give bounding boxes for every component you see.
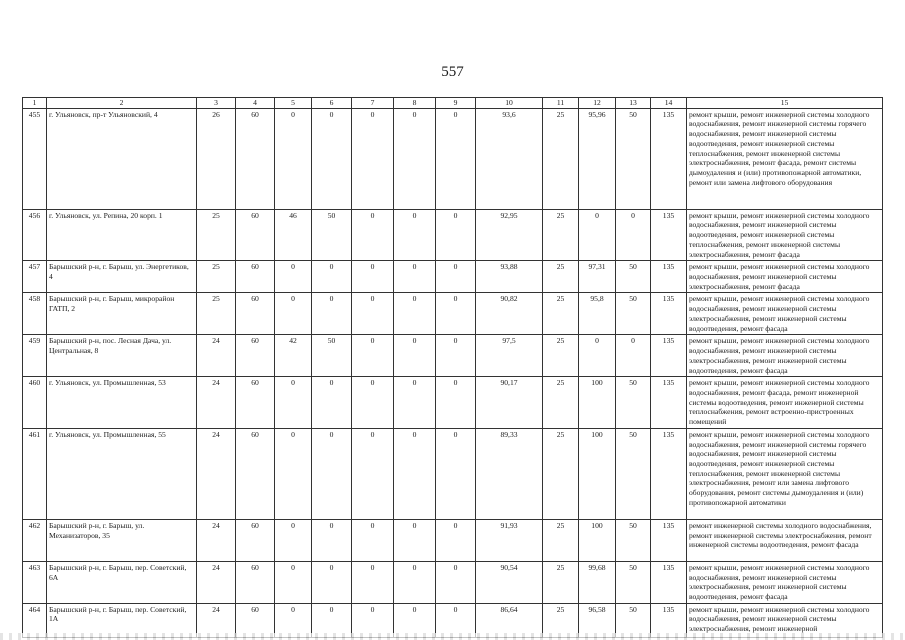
row-number-cell: 455 xyxy=(23,108,47,209)
value-cell: 0 xyxy=(352,519,394,561)
value-cell: 91,93 xyxy=(476,519,543,561)
value-cell: 60 xyxy=(236,209,275,261)
address-cell: г. Ульяновск, ул. Промышленная, 55 xyxy=(47,428,197,519)
value-cell: 0 xyxy=(436,377,476,429)
value-cell: 0 xyxy=(312,603,352,637)
value-cell: 24 xyxy=(197,519,236,561)
column-header: 7 xyxy=(352,98,394,109)
value-cell: 100 xyxy=(579,377,616,429)
value-cell: 25 xyxy=(197,209,236,261)
value-cell: 96,58 xyxy=(579,603,616,637)
value-cell: 100 xyxy=(579,428,616,519)
row-number-cell: 461 xyxy=(23,428,47,519)
value-cell: 0 xyxy=(394,209,436,261)
value-cell: 25 xyxy=(543,108,579,209)
value-cell: 0 xyxy=(436,335,476,377)
value-cell: 0 xyxy=(275,293,312,335)
value-cell: 50 xyxy=(616,261,651,293)
value-cell: 25 xyxy=(543,561,579,603)
row-number-cell: 459 xyxy=(23,335,47,377)
scan-artifact xyxy=(0,633,905,640)
column-header: 15 xyxy=(687,98,883,109)
address-cell: Барышский р-н, г. Барыш, ул. Энергетиков, 4 xyxy=(47,261,197,293)
value-cell: 50 xyxy=(312,335,352,377)
value-cell: 92,95 xyxy=(476,209,543,261)
value-cell: 95,8 xyxy=(579,293,616,335)
address-cell: Барышский р-н, г. Барыш, микрорайон ГАТП, 2 xyxy=(47,293,197,335)
value-cell: 25 xyxy=(543,293,579,335)
value-cell: 135 xyxy=(651,293,687,335)
value-cell: 24 xyxy=(197,561,236,603)
table-row xyxy=(23,519,883,561)
value-cell: 25 xyxy=(543,261,579,293)
value-cell: 0 xyxy=(352,377,394,429)
address-cell: Барышский р-н, пос. Лесная Дача, ул. Центральная, 8 xyxy=(47,335,197,377)
works-cell: ремонт крыши, ремонт инженерной системы холодного водоснабжения, ремонт инженерной системы электроснабжения, ремонт инженерной системы водоотведения, ремонт фасада xyxy=(687,335,883,377)
address-cell: Барышский р-н, г. Барыш, пер. Советский, 1А xyxy=(47,603,197,637)
value-cell: 50 xyxy=(616,428,651,519)
value-cell: 60 xyxy=(236,335,275,377)
column-header: 6 xyxy=(312,98,352,109)
value-cell: 50 xyxy=(616,377,651,429)
works-cell: ремонт инженерной системы холодного водоснабжения, ремонт инженерной системы электроснабжения, ремонт инженерной системы водоотведения, ремонт фасада xyxy=(687,519,883,561)
value-cell: 0 xyxy=(436,561,476,603)
value-cell: 89,33 xyxy=(476,428,543,519)
table-row xyxy=(23,293,883,335)
value-cell: 97,5 xyxy=(476,335,543,377)
column-header: 3 xyxy=(197,98,236,109)
value-cell: 0 xyxy=(352,261,394,293)
value-cell: 93,6 xyxy=(476,108,543,209)
value-cell: 0 xyxy=(579,335,616,377)
row-number-cell: 458 xyxy=(23,293,47,335)
row-number-cell: 456 xyxy=(23,209,47,261)
value-cell: 25 xyxy=(543,603,579,637)
value-cell: 0 xyxy=(352,293,394,335)
value-cell: 135 xyxy=(651,108,687,209)
value-cell: 86,64 xyxy=(476,603,543,637)
value-cell: 0 xyxy=(436,428,476,519)
value-cell: 60 xyxy=(236,428,275,519)
value-cell: 25 xyxy=(543,428,579,519)
value-cell: 50 xyxy=(616,519,651,561)
value-cell: 24 xyxy=(197,428,236,519)
value-cell: 95,96 xyxy=(579,108,616,209)
row-number-cell: 462 xyxy=(23,519,47,561)
value-cell: 0 xyxy=(312,519,352,561)
value-cell: 0 xyxy=(616,335,651,377)
value-cell: 60 xyxy=(236,519,275,561)
column-header: 11 xyxy=(543,98,579,109)
value-cell: 0 xyxy=(394,428,436,519)
value-cell: 0 xyxy=(436,603,476,637)
value-cell: 50 xyxy=(616,603,651,637)
value-cell: 24 xyxy=(197,603,236,637)
value-cell: 0 xyxy=(436,519,476,561)
value-cell: 135 xyxy=(651,519,687,561)
table-row xyxy=(23,377,883,429)
row-number-cell: 460 xyxy=(23,377,47,429)
works-cell: ремонт крыши, ремонт инженерной системы холодного водоснабжения, ремонт инженерной системы водоотведения, ремонт инженерной системы теплоснабжения, ремонт инженерной системы электроснабжения, ремонт фасада xyxy=(687,209,883,261)
value-cell: 0 xyxy=(275,603,312,637)
value-cell: 93,88 xyxy=(476,261,543,293)
address-cell: г. Ульяновск, ул. Репина, 20 корп. 1 xyxy=(47,209,197,261)
page-number: 557 xyxy=(441,64,464,80)
value-cell: 135 xyxy=(651,561,687,603)
value-cell: 135 xyxy=(651,428,687,519)
works-cell: ремонт крыши, ремонт инженерной системы холодного водоснабжения, ремонт инженерной системы горячего водоснабжения, ремонт инженерной системы водоотведения, ремонт инженерной системы теплоснабжения, ремонт инженерной системы электроснабжения, ремонт или замена лифтового оборудования, ремонт системы дымоудаления и (или) противопожарной автоматики xyxy=(687,428,883,519)
value-cell: 0 xyxy=(394,603,436,637)
works-cell: ремонт крыши, ремонт инженерной системы холодного водоснабжения, ремонт инженерной системы электроснабжения, ремонт фасада xyxy=(687,261,883,293)
address-cell: г. Ульяновск, пр-т Ульяновский, 4 xyxy=(47,108,197,209)
value-cell: 0 xyxy=(394,293,436,335)
value-cell: 25 xyxy=(543,519,579,561)
value-cell: 60 xyxy=(236,561,275,603)
column-header: 2 xyxy=(47,98,197,109)
value-cell: 0 xyxy=(352,561,394,603)
value-cell: 0 xyxy=(312,293,352,335)
value-cell: 60 xyxy=(236,261,275,293)
value-cell: 0 xyxy=(275,428,312,519)
value-cell: 0 xyxy=(436,293,476,335)
table-row xyxy=(23,335,883,377)
column-header: 8 xyxy=(394,98,436,109)
value-cell: 0 xyxy=(275,561,312,603)
works-cell: ремонт крыши, ремонт инженерной системы холодного водоснабжения, ремонт инженерной системы горячего водоснабжения, ремонт инженерной системы водоотведения, ремонт инженерной системы теплоснабжения, ремонт инженерной системы электроснабжения, ремонт фасада, ремонт системы дымоудаления и (или) противопожарной автоматики, ремонт или замена лифтового оборудования xyxy=(687,108,883,209)
value-cell: 0 xyxy=(436,261,476,293)
value-cell: 0 xyxy=(352,335,394,377)
value-cell: 0 xyxy=(394,335,436,377)
value-cell: 97,31 xyxy=(579,261,616,293)
works-cell: ремонт крыши, ремонт инженерной системы холодного водоснабжения, ремонт инженерной системы электроснабжения, ремонт инженерной xyxy=(687,603,883,637)
table-row xyxy=(23,209,883,261)
value-cell: 24 xyxy=(197,377,236,429)
value-cell: 24 xyxy=(197,335,236,377)
column-header: 10 xyxy=(476,98,543,109)
value-cell: 60 xyxy=(236,377,275,429)
works-cell: ремонт крыши, ремонт инженерной системы холодного водоснабжения, ремонт инженерной системы электроснабжения, ремонт инженерной системы водоотведения, ремонт фасада xyxy=(687,561,883,603)
value-cell: 0 xyxy=(352,209,394,261)
value-cell: 60 xyxy=(236,108,275,209)
address-cell: Барышский р-н, г. Барыш, пер. Советский, 6А xyxy=(47,561,197,603)
value-cell: 0 xyxy=(436,209,476,261)
works-cell: ремонт крыши, ремонт инженерной системы холодного водоснабжения, ремонт фасада, ремонт инженерной системы водоотведения, ремонт инженерной системы теплоснабжения, ремонт встроенно-пристроенных помещений xyxy=(687,377,883,429)
value-cell: 0 xyxy=(312,261,352,293)
table-row xyxy=(23,428,883,519)
value-cell: 0 xyxy=(616,209,651,261)
table-row xyxy=(23,561,883,603)
value-cell: 0 xyxy=(312,108,352,209)
column-header: 12 xyxy=(579,98,616,109)
value-cell: 0 xyxy=(394,108,436,209)
value-cell: 50 xyxy=(616,561,651,603)
value-cell: 0 xyxy=(312,428,352,519)
row-number-cell: 464 xyxy=(23,603,47,637)
column-header: 9 xyxy=(436,98,476,109)
value-cell: 50 xyxy=(312,209,352,261)
value-cell: 0 xyxy=(394,261,436,293)
value-cell: 0 xyxy=(436,108,476,209)
value-cell: 50 xyxy=(616,108,651,209)
registry-table xyxy=(22,97,883,638)
value-cell: 0 xyxy=(352,428,394,519)
value-cell: 0 xyxy=(275,377,312,429)
column-header: 1 xyxy=(23,98,47,109)
header-row xyxy=(23,98,883,109)
column-header: 4 xyxy=(236,98,275,109)
value-cell: 100 xyxy=(579,519,616,561)
value-cell: 0 xyxy=(352,108,394,209)
value-cell: 0 xyxy=(394,377,436,429)
value-cell: 0 xyxy=(275,519,312,561)
value-cell: 135 xyxy=(651,209,687,261)
value-cell: 0 xyxy=(275,108,312,209)
column-header: 14 xyxy=(651,98,687,109)
value-cell: 25 xyxy=(543,335,579,377)
value-cell: 25 xyxy=(197,293,236,335)
value-cell: 0 xyxy=(394,561,436,603)
value-cell: 0 xyxy=(352,603,394,637)
value-cell: 50 xyxy=(616,293,651,335)
value-cell: 46 xyxy=(275,209,312,261)
value-cell: 135 xyxy=(651,335,687,377)
value-cell: 0 xyxy=(312,377,352,429)
table-body xyxy=(23,108,883,637)
row-number-cell: 463 xyxy=(23,561,47,603)
value-cell: 135 xyxy=(651,377,687,429)
address-cell: г. Ульяновск, ул. Промышленная, 53 xyxy=(47,377,197,429)
value-cell: 99,68 xyxy=(579,561,616,603)
value-cell: 135 xyxy=(651,603,687,637)
value-cell: 0 xyxy=(579,209,616,261)
column-header: 5 xyxy=(275,98,312,109)
value-cell: 90,82 xyxy=(476,293,543,335)
value-cell: 90,54 xyxy=(476,561,543,603)
works-cell: ремонт крыши, ремонт инженерной системы холодного водоснабжения, ремонт инженерной системы электроснабжения, ремонт инженерной системы водоотведения, ремонт фасада xyxy=(687,293,883,335)
value-cell: 0 xyxy=(275,261,312,293)
row-number-cell: 457 xyxy=(23,261,47,293)
table-row xyxy=(23,261,883,293)
value-cell: 60 xyxy=(236,293,275,335)
address-cell: Барышский р-н, г. Барыш, ул. Механизаторов, 35 xyxy=(47,519,197,561)
value-cell: 0 xyxy=(394,519,436,561)
value-cell: 42 xyxy=(275,335,312,377)
value-cell: 25 xyxy=(543,209,579,261)
value-cell: 25 xyxy=(197,261,236,293)
table-row xyxy=(23,108,883,209)
value-cell: 25 xyxy=(543,377,579,429)
value-cell: 0 xyxy=(312,561,352,603)
value-cell: 60 xyxy=(236,603,275,637)
value-cell: 135 xyxy=(651,261,687,293)
value-cell: 26 xyxy=(197,108,236,209)
column-header: 13 xyxy=(616,98,651,109)
value-cell: 90,17 xyxy=(476,377,543,429)
